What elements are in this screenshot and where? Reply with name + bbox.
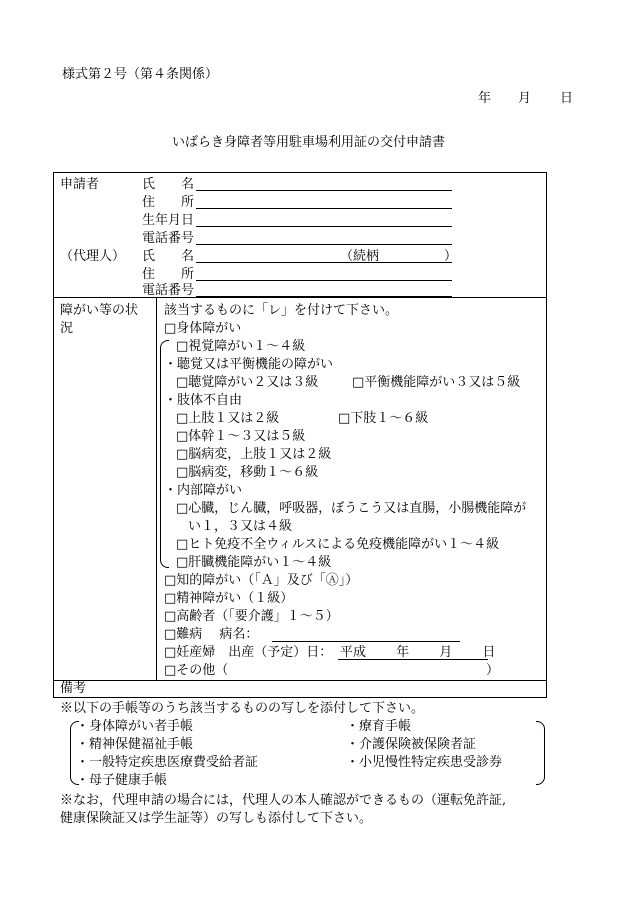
- applicant-name-field[interactable]: [196, 190, 452, 191]
- form-number: 様式第２号（第４条関係）: [62, 67, 219, 82]
- applicant-birthdate-label: 生年月日: [142, 213, 195, 228]
- checkbox-illness[interactable]: □難病 病名：: [164, 627, 259, 642]
- checkbox-intellectual[interactable]: □知的障がい（「Ａ」及び「Ⓐ」）: [164, 573, 359, 588]
- agent-address-label: 住 所: [142, 267, 195, 282]
- checkbox-lower-limb[interactable]: □下肢１～６級: [338, 411, 429, 426]
- checkbox-pregnant[interactable]: □妊産婦 出産（予定）日：: [164, 645, 333, 660]
- column-divider: [156, 298, 157, 681]
- checkbox-hiv[interactable]: □ヒト免疫不全ウィルスによる免疫機能障がい１～４級: [176, 537, 500, 552]
- agent-relation-label: （続柄 ）: [340, 249, 458, 264]
- attachment-item: ・母子健康手帳: [76, 773, 168, 788]
- checkbox-mental[interactable]: □精神障がい（１級）: [164, 591, 294, 606]
- applicant-phone-field[interactable]: [196, 244, 452, 245]
- agent-name-field[interactable]: [196, 262, 452, 263]
- checkbox-elderly[interactable]: □高齢者（「要介護」１～５）: [164, 609, 339, 624]
- applicant-label: 申請者: [60, 177, 100, 192]
- limb-header: ・肢体不自由: [164, 393, 243, 408]
- illness-name-field[interactable]: [272, 641, 460, 642]
- checkbox-internal[interactable]: □心臓，じん臓，呼吸器，ぼうこう又は直腸，小腸機能障が: [176, 501, 527, 516]
- remarks-label: 備考: [60, 681, 87, 696]
- status-instruction: 該当するものに「レ」を付けて下さい。: [164, 303, 399, 318]
- checkbox-visual[interactable]: □視覚障がい１～４級: [176, 339, 306, 354]
- due-date-field[interactable]: [338, 659, 488, 660]
- agent-address-field[interactable]: [196, 280, 452, 281]
- checkbox-physical[interactable]: □身体障がい: [164, 321, 242, 336]
- checkbox-brain-upper[interactable]: □脳病変，上肢１又は２級: [176, 447, 332, 462]
- date-month-label: 月: [518, 91, 532, 106]
- date-day-label: 日: [560, 91, 574, 106]
- physical-bracket: [160, 340, 169, 568]
- internal-continuation: い１，３又は４級: [188, 519, 293, 534]
- checkbox-brain-move[interactable]: □脳病変，移動１～６級: [176, 465, 319, 480]
- checkbox-trunk[interactable]: □体幹１～３又は５級: [176, 429, 306, 444]
- checkbox-liver[interactable]: □肝臓機能障がい１～４級: [176, 555, 332, 570]
- internal-header: ・内部障がい: [164, 483, 243, 498]
- attachment-item: ・小児慢性特定疾患受診券: [346, 755, 503, 770]
- applicant-phone-label: 電話番号: [142, 231, 195, 246]
- status-label-line2: 況: [60, 321, 74, 336]
- row-divider-status: [54, 297, 546, 298]
- status-label-line1: 障がい等の状: [60, 303, 139, 318]
- agent-note-line1: ※なお，代理申請の場合には，代理人の本人確認ができるもの（運転免許証,: [60, 793, 507, 808]
- agent-phone-field[interactable]: [196, 296, 452, 297]
- agent-name-label: 氏 名: [142, 249, 195, 264]
- date-year-label: 年: [478, 91, 492, 106]
- due-date-text: 平成 年 月 日: [340, 645, 496, 660]
- hearing-header: ・聴覚又は平衡機能の障がい: [164, 357, 334, 372]
- attachment-item: ・療育手帳: [346, 719, 412, 734]
- attachment-item: ・精神保健福祉手帳: [76, 737, 194, 752]
- applicant-birthdate-field[interactable]: [196, 226, 452, 227]
- checkbox-upper-limb[interactable]: □上肢１又は２級: [176, 411, 280, 426]
- row-divider-remarks: [54, 680, 546, 681]
- applicant-name-label: 氏 名: [142, 177, 195, 192]
- attachment-item: ・身体障がい者手帳: [76, 719, 194, 734]
- applicant-address-label: 住 所: [142, 195, 195, 210]
- checkbox-balance[interactable]: □平衡機能障がい３又は５級: [352, 375, 521, 390]
- attachment-bracket-right: [536, 721, 545, 785]
- other-close-paren: ）: [486, 663, 500, 678]
- attachment-item: ・介護保険被保険者証: [346, 737, 477, 752]
- agent-label: （代理人）: [60, 249, 126, 264]
- attachment-item: ・一般特定疾患医療費受給者証: [76, 755, 259, 770]
- attach-intro: ※以下の手帳等のうち該当するものの写しを添付して下さい。: [60, 701, 425, 716]
- checkbox-other[interactable]: □その他（: [164, 663, 229, 678]
- agent-phone-label: 電話番号: [142, 283, 195, 298]
- applicant-address-field[interactable]: [196, 208, 452, 209]
- checkbox-hearing[interactable]: □聴覚障がい２又は３級: [176, 375, 319, 390]
- agent-note-line2: 健康保険証又は学生証等）の写しも添付して下さい。: [60, 811, 373, 826]
- page-title: いばらき身障者等用駐車場利用証の交付申請書: [172, 135, 446, 150]
